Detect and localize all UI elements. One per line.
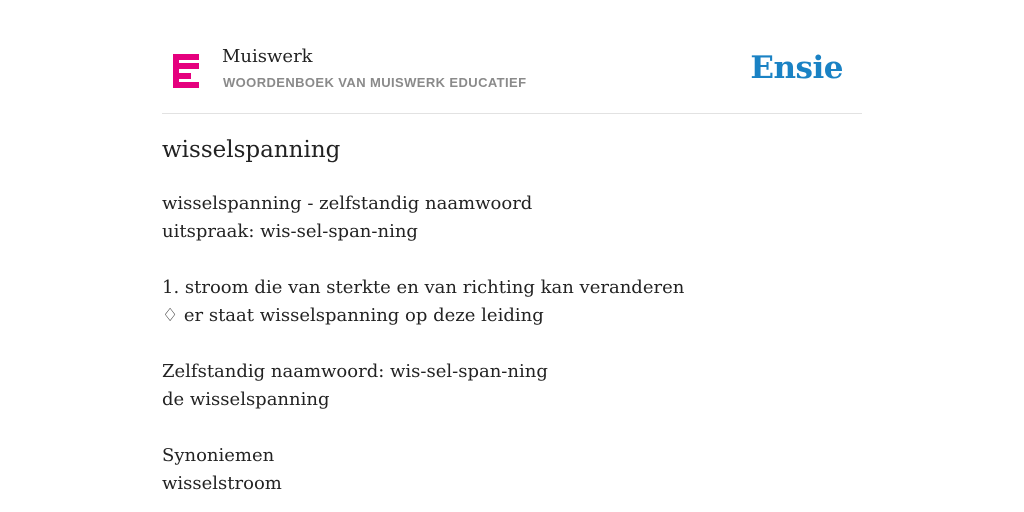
entry-example: ♢ er staat wisselspanning op deze leiding	[162, 305, 544, 326]
entry-body	[162, 190, 862, 498]
synonym-item: wisselstroom	[162, 473, 282, 494]
entry-article-form: de wisselspanning	[162, 389, 330, 410]
entry-definition: 1. stroom die van sterkte en van richting kan veranderen	[162, 277, 685, 298]
spacer	[162, 246, 862, 274]
header	[162, 0, 862, 114]
muiswerk-logo-icon[interactable]	[173, 54, 199, 88]
spacer	[162, 414, 862, 442]
ensie-brand-logo[interactable]: Ensie	[750, 50, 843, 86]
spacer	[162, 330, 862, 358]
synonyms-heading: Synoniemen	[162, 445, 275, 466]
page-title: wisselspanning	[162, 137, 341, 163]
site-name[interactable]: Muiswerk	[222, 46, 313, 67]
entry-heading-line: wisselspanning - zelfstandig naamwoord	[162, 193, 533, 214]
entry-pronunciation: uitspraak: wis-sel-span-ning	[162, 221, 418, 242]
entry-grammar-line: Zelfstandig naamwoord: wis-sel-span-ning	[162, 361, 548, 382]
site-subtitle: WOORDENBOEK VAN MUISWERK EDUCATIEF	[223, 75, 527, 90]
page	[162, 0, 862, 512]
